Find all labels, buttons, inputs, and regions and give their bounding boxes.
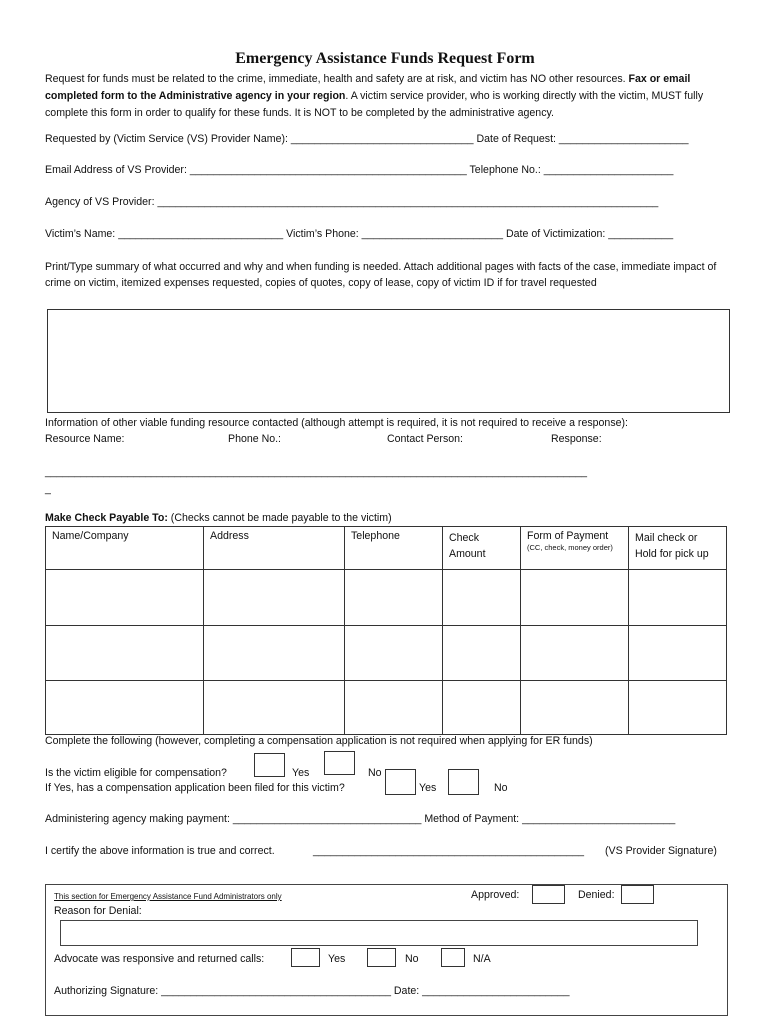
- resource-line[interactable]: ____________________________________________________________________________________________: [45, 466, 588, 478]
- form-title: Emergency Assistance Funds Request Form: [235, 50, 535, 67]
- filed-question: If Yes, has a compensation application been filed for this victim?: [45, 782, 348, 794]
- denied-label: Denied:: [578, 889, 615, 901]
- summary-textbox[interactable]: [47, 309, 730, 413]
- eligible-question: Is the victim eligible for compensation?: [45, 767, 230, 779]
- eligible-yes-label: Yes: [292, 767, 310, 779]
- reason-for-denial-label: Reason for Denial:: [54, 905, 142, 917]
- other-resources-intro: Information of other viable funding resource contacted (although attempt is required, it is not required to receive a response):: [45, 417, 628, 429]
- filed-yes-label: Yes: [419, 782, 437, 794]
- summary-prompt: Print/Type summary of what occurred and why and when funding is needed. Attach additional pages with facts of the case, immediate impact of crime on victim, itemized expenses requested, copies of quotes, copy of lease, copy of victim ID if for travel requested: [45, 261, 717, 289]
- resource-line-continued[interactable]: _: [45, 483, 51, 495]
- filed-no-label: No: [494, 782, 508, 794]
- advocate-no-label: No: [405, 953, 419, 965]
- table-row[interactable]: [46, 570, 727, 626]
- table-row[interactable]: [46, 681, 727, 735]
- agency-field[interactable]: Agency of VS Provider: _____________________________________________________________________________________: [45, 196, 659, 208]
- column-header: Check Amount: [443, 527, 521, 570]
- vs-signature-line[interactable]: ______________________________________________: [313, 845, 585, 857]
- advocate-no-checkbox[interactable]: [367, 948, 396, 967]
- payable-heading: [45, 512, 392, 524]
- table-row[interactable]: [46, 626, 727, 681]
- filed-yes-checkbox[interactable]: [385, 769, 416, 795]
- column-header: Mail check or Hold for pick up: [629, 527, 727, 570]
- advocate-question: Advocate was responsive and returned calls:: [54, 953, 265, 965]
- intro-text-1: Request for funds must be related to the crime, immediate, health and safety are at risk, and victim has NO other resources.: [45, 73, 629, 85]
- payable-heading-bold: Make Check Payable To:: [45, 512, 168, 524]
- administering-agency-field[interactable]: Administering agency making payment: ________________________________ Method of Payment: __________________________: [45, 813, 676, 825]
- administrator-note: This section for Emergency Assistance Fund Administrators only: [54, 892, 282, 901]
- phone-label: Phone No.:: [228, 433, 282, 445]
- vs-signature-label: (VS Provider Signature): [605, 845, 717, 857]
- eligible-yes-checkbox[interactable]: [254, 753, 285, 777]
- authorizing-signature-field[interactable]: Authorizing Signature: _______________________________________ Date: _________________________: [54, 985, 570, 997]
- requested-by-field[interactable]: Requested by (Victim Service (VS) Provider Name): _______________________________ Date of Request: ______________________: [45, 133, 689, 145]
- table-header-row: [46, 527, 727, 570]
- reason-for-denial-input[interactable]: [60, 920, 698, 946]
- contact-person-label: Contact Person:: [387, 433, 463, 445]
- payable-heading-note: (Checks cannot be made payable to the victim): [167, 512, 392, 524]
- intro-bold-instruction: Fax or email completed form to the Administrative agency in your region: [45, 73, 691, 102]
- advocate-yes-checkbox[interactable]: [291, 948, 320, 967]
- filed-no-checkbox[interactable]: [448, 769, 479, 795]
- column-header: Telephone: [345, 527, 443, 570]
- payment-form-hint: (CC, check, money order): [527, 543, 613, 552]
- certify-text: I certify the above information is true and correct.: [45, 845, 275, 857]
- email-field[interactable]: Email Address of VS Provider: _______________________________________________ Telephone No.: ______________________: [45, 164, 674, 176]
- compensation-intro: Complete the following (however, completing a compensation application is not required when applying for ER funds): [45, 735, 593, 747]
- column-header: Address: [204, 527, 345, 570]
- denied-checkbox[interactable]: [621, 885, 654, 904]
- intro-paragraph: [45, 71, 735, 122]
- victim-info-field[interactable]: Victim’s Name: ____________________________ Victim’s Phone: ________________________ Date of Victimization: ___________: [45, 228, 674, 240]
- advocate-na-checkbox[interactable]: [441, 948, 465, 967]
- approved-checkbox[interactable]: [532, 885, 565, 904]
- column-header: Form of Payment (CC, check, money order): [521, 527, 629, 570]
- resource-name-label: Resource Name:: [45, 433, 125, 445]
- response-label: Response:: [551, 433, 602, 445]
- intro-text-2: . A victim service provider, who is working directly with the victim, MUST fully complete this form in order to qualify for these funds. It is NOT to be completed by the administrative agency.: [45, 90, 704, 119]
- eligible-no-label: No: [368, 767, 382, 779]
- column-header: Name/Company: [46, 527, 204, 570]
- payment-table: [45, 526, 727, 735]
- advocate-yes-label: Yes: [328, 953, 346, 965]
- approved-label: Approved:: [471, 889, 520, 901]
- advocate-na-label: N/A: [473, 953, 491, 965]
- eligible-no-checkbox[interactable]: [324, 751, 355, 775]
